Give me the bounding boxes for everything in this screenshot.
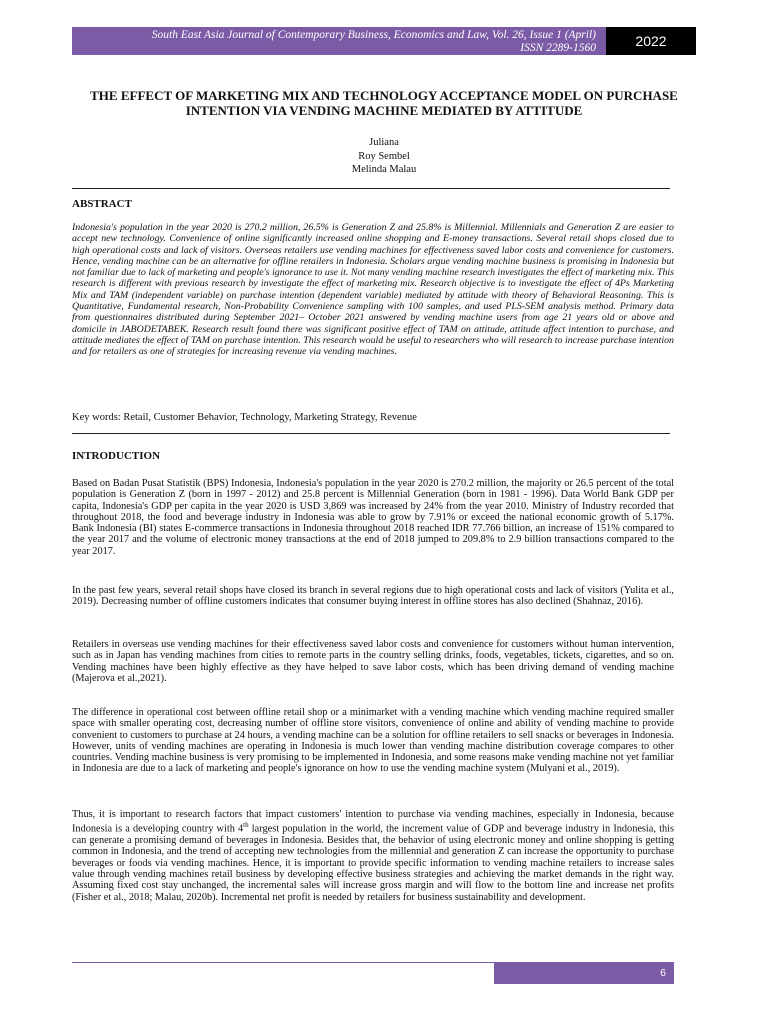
divider-bottom <box>72 433 670 434</box>
author-name: Roy Sembel <box>358 150 410 162</box>
intro-paragraph-2: In the past few years, several retail shops have closed its branch in several regions due to high operational costs and lack of visitors (Yulita et al., 2019). Decreasing number of offline customers indicates that consumer buying interest in offline stores has also declined (Shahnaz, 2016). <box>72 585 674 608</box>
page-number-box <box>494 962 674 984</box>
author-name: Juliana <box>369 137 399 148</box>
divider-top <box>72 188 670 189</box>
footer-rule <box>72 962 496 963</box>
intro-paragraph-5-start: Thus, it is important to research factors that impact customers' intention to purchase via vending machines, especially in Indonesia, because Indonesia is a developing country with 4 <box>72 809 674 835</box>
keywords: Key words: Retail, Customer Behavior, Technology, Marketing Strategy, Revenue <box>72 412 417 423</box>
superscript-th: th <box>243 821 249 830</box>
intro-paragraph-5 <box>72 809 674 903</box>
introduction-heading: INTRODUCTION <box>72 450 161 462</box>
page-number: 6 <box>660 967 666 979</box>
author-name: Melinda Malau <box>351 164 417 175</box>
paper-title: THE EFFECT OF MARKETING MIX AND TECHNOLOGY ACCEPTANCE MODEL ON PURCHASE INTENTION VIA VENDING MACHINE MEDIATED BY ATTITUDE <box>90 88 678 118</box>
journal-issn: ISSN 2289-1560 <box>520 42 596 54</box>
author-list <box>72 136 696 177</box>
intro-paragraph-4: The difference in operational cost between offline retail shop or a minimarket with a vending machine which vending machine required smaller space with smaller operating cost, decreasing number of offline store visitors, convenience of online and ability of vending machine to provide convenient to customers to purchase at 24 hours, a vending machine can be a solution for offline retailers to sell snacks or beverages in Indonesia. However, units of vending machines are operating in Indonesia is much lower than vending machine distribution coverage compares to other countries. Vending machine business is very promising to be implemented in Indonesia, and some reasons make vending machine not yet familiar in Indonesia are due to a lack of marketing and people's ignorance on how to use the vending machine system (Mulyani et al., 2019). <box>72 707 674 775</box>
abstract-text: Indonesia's population in the year 2020 is 270.2 million, 26.5% is Generation Z and 25.8% is Millennial. Millennials and Generation Z are easier to accept new technology. Convenience of online significantly increased online shopping and E-money transactions. Several retail shops closed due to high operational costs and lack of visitors. Overseas retailers use vending machines for effectiveness saved labor costs and convenience for customers. Hence, vending machine can be an alternative for offline retailers in Indonesia. Scholars argue vending machine business is promising in Indonesia but not familiar due to lack of marketing and people's ignorance to use it. Not many vending machine research investigates the effect of marketing mix. This research is different with previous research by investigate the effect of marketing mix. Research objective is to investigate the effect of 4Ps Marketing Mix and TAM (independent variable) on purchase intention (dependent variable) mediated by attitude with theory of Behavioral Reasoning. This is Quantitative, Fundamental research, Non-Probability Convenience sampling with 100 samples, and used PLS-SEM analysis method. Primary data from questionnaires distributed during September 2021– October 2021 answered by vending machine users from age 21 years old or above and domicile in JABODETABEK. Research result found there was significant positive effect of TAM on attitude, attitude affect intention to purchase, and attitude mediates the effect of TAM on purchase intention. This research would be useful to researchers who will research to increase purchase intention and for retailers as one of strategies for increasing revenue via vending machines. <box>72 222 674 358</box>
intro-paragraph-1: Based on Badan Pusat Statistik (BPS) Indonesia, Indonesia's population in the year 2020 is 270.2 million, the majority or 26.5 percent of the total population is Generation Z (born in 1997 - 2012) and 25.8 percent is Millennial Generation (born in 1981 - 1996). Data World Bank GDP per capita, Indonesia's GDP per capita in the year 2020 is USD 3,869 was increased by 24% from the year 2010. Ministry of Industry recorded that throughout 2018, the food and beverage industry in Indonesia was able to grow by 7.91% or exceed the national economic growth of 5.17%. Bank Indonesia (BI) states E-commerce transactions in Indonesia throughout 2018 reached IDR 77.766 billion, an increase of 151% compared to the year 2017 and the volume of electronic money transactions at the end of 2018 jumped to 209.8% to 2.9 billion transactions compared to the year 2017. <box>72 478 674 557</box>
abstract-heading: ABSTRACT <box>72 198 132 210</box>
intro-paragraph-3: Retailers in overseas use vending machines for their effectiveness saved labor costs and convenience for customers without human intervention, such as in Japan has vending machines from cities to remote parts in the country selling drinks, foods, vegetables, tickets, cigarettes, and so on. Vending machines have been highly effective as they have helped to save labor costs, which has been driving demand of vending machine (Majerova et al.,2021). <box>72 639 674 684</box>
intro-paragraph-5-rest: largest population in the world, the increment value of GDP and beverage industry in Indonesia, this can generate a promising demand of beverages in Indonesia. Besides that, the behavior of using electronic money and online shopping is getting common in Indonesia, and the trend of accepting new technologies from the millennial and generation Z can increase the opportunity to purchase beverages or foods via vending machines. Hence, it is important to provide specific information to vending machine retailers to increase sales value through vending machines retail business by developing effective business strategies and achieving the market demands in the right way. Assuming fixed cost stay unchanged, the incremental sales will increase gross margin and will flow to the bottom line and increase net profits (Fisher et al., 2018; Malau, 2020b). Incremental net profit is needed by retailers for business sustainability and development. <box>72 823 674 903</box>
journal-header <box>72 27 606 55</box>
journal-title-line: South East Asia Journal of Contemporary Business, Economics and Law, Vol. 26, Issue 1 (April) <box>151 29 596 41</box>
issue-year: 2022 <box>606 27 696 55</box>
